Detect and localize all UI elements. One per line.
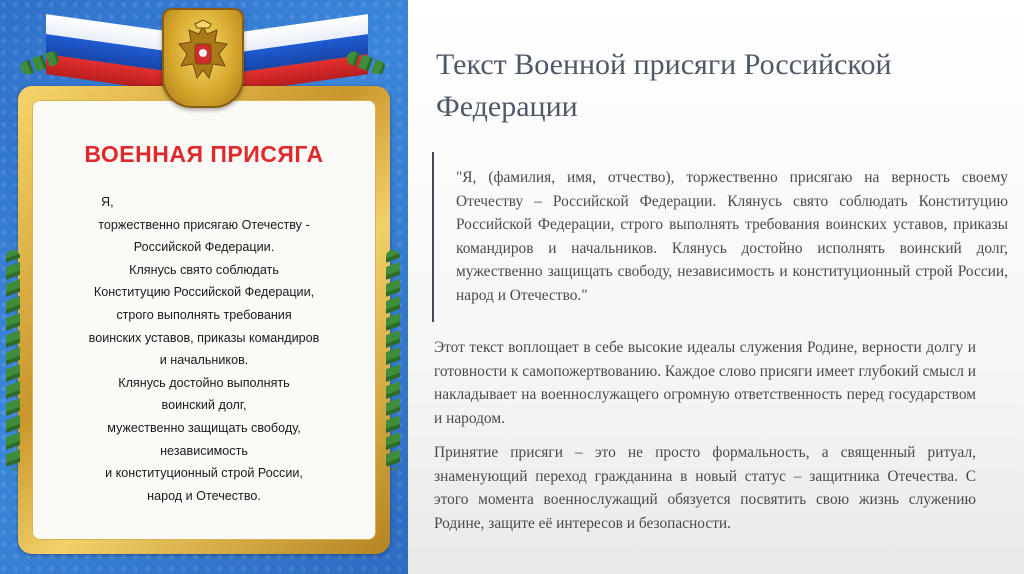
oath-line: и конституционный строй России,: [105, 466, 303, 481]
poster-frame: [18, 86, 390, 554]
oath-line: народ и Отечество.: [147, 488, 261, 503]
oath-line: и начальников.: [159, 353, 249, 368]
poster-title: ВОЕННАЯ ПРИСЯГА: [84, 141, 324, 167]
content-panel: [408, 0, 1024, 574]
paragraph: Принятие присяги – это не просто формальность, а священный ритуал, знаменующий переход гражданина в новый статус – защитника Отечества. С этого момента военнослужащий обязуется посвятить свою жизнь служению Родине, защите её интересов и безопасности.: [434, 444, 976, 532]
oath-line: мужественно защищать свободу,: [107, 420, 301, 435]
oath-line: Клянусь свято соблюдать: [129, 262, 279, 277]
oath-line: Российской Федерации.: [133, 240, 275, 255]
oath-line: торжественно присягаю Отечеству -: [98, 217, 310, 232]
page-title: Текст Военной присяги Российской Федерации: [436, 48, 892, 123]
oath-quote: "Я, (фамилия, имя, отчество), торжественно присягаю на верность своему Отечеству – Российской Федерации. Клянусь свято соблюдать Конституцию Российской Федерации, строго выполнять требования воинских уставов, приказы командиров и начальников. Клянусь достойно исполнять воинский долг, мужественно защищать свободу, независимость и конституционный строй России, народ и Отечество.": [432, 152, 1008, 322]
oath-line: Клянусь достойно выполнять: [118, 375, 290, 390]
oath-poster: [0, 0, 408, 574]
oath-line: Конституцию Российской Федерации,: [93, 285, 315, 300]
poster-paper: [32, 100, 376, 540]
oath-line: воинский долг,: [161, 398, 247, 413]
laurel-branch-icon: [6, 250, 20, 470]
oath-line: Я,: [101, 195, 114, 209]
oath-line: воинских уставов, приказы командиров: [88, 330, 320, 345]
coat-of-arms-icon: [162, 8, 244, 108]
laurel-branch-icon: [386, 250, 400, 470]
oath-line: независимость: [160, 443, 248, 458]
oath-line: строго выполнять требования: [116, 307, 292, 322]
paragraph: Этот текст воплощает в себе высокие идеалы служения Родине, верности долгу и готовности к самопожертвованию. Каждое слово присяги имеет глубокий смысл и накладывает на военнослужащего огромную ответственность перед государством и народом.: [434, 339, 976, 427]
poster-oath-text: [33, 191, 375, 507]
